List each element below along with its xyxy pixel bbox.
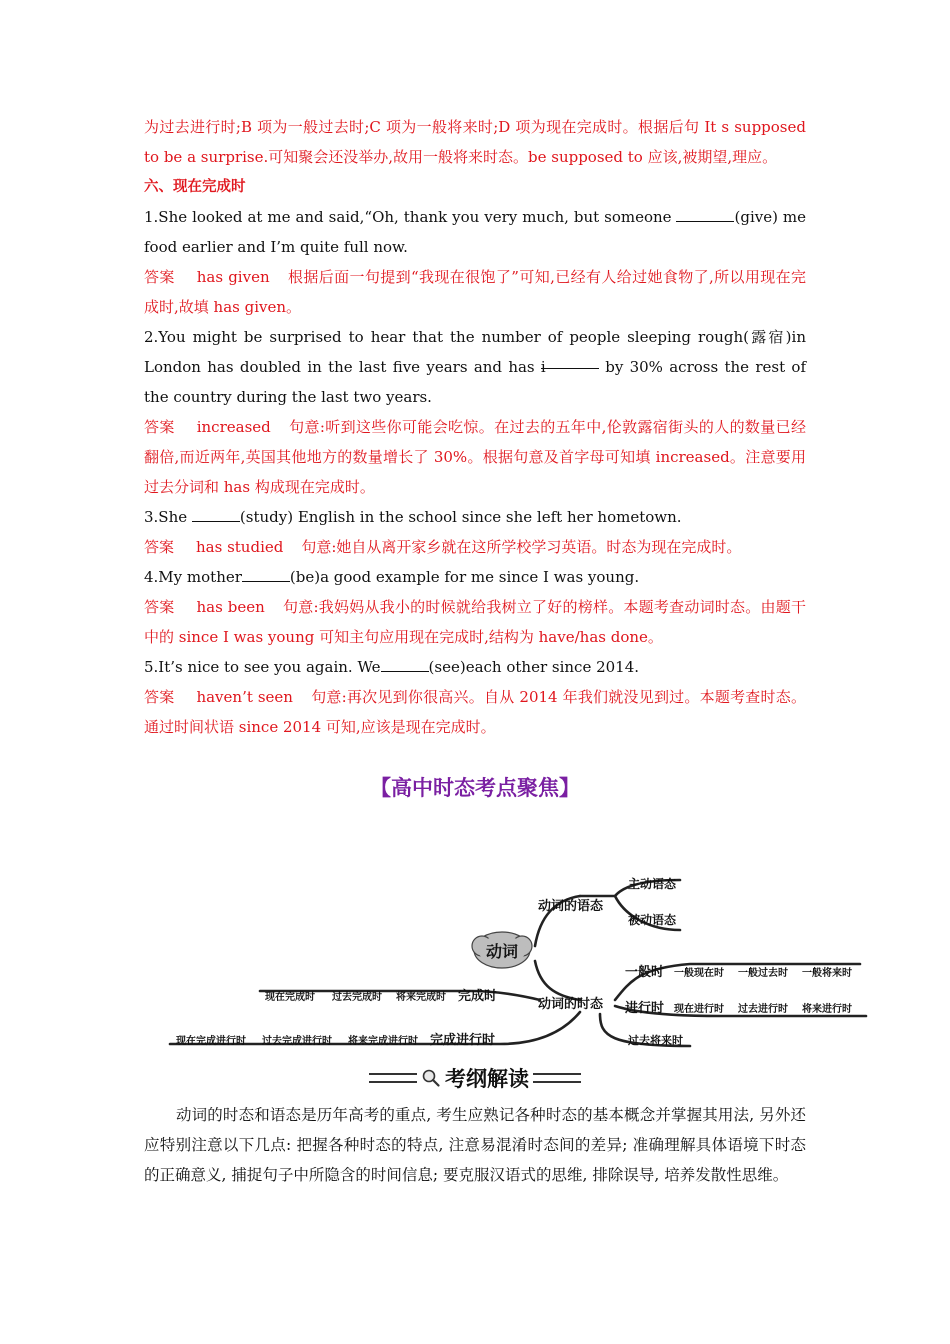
simple-present: 一般现在时 (674, 968, 724, 979)
present-perfect: 现在完成时 (265, 992, 315, 1003)
future-perfect-progressive: 将来完成进行时 (348, 1036, 418, 1047)
outline-title-bar (0, 1063, 950, 1093)
answer-3 (144, 532, 806, 562)
answer-value: haven’t seen (196, 688, 293, 706)
question-4: 4.My mother (be)a good example for me since I was young. (144, 562, 806, 592)
answer-explanation: 句意:再次见到你很高兴。自从 2014 年我们就没见到过。本题考查时态。通过时间状语 since 2014 可知,应该是现在完成时。 (144, 688, 806, 736)
answer-explanation: 句意:我妈妈从我小的时候就给我树立了好的榜样。本题考查动词时态。由题干中的 since I was young 可知主句应用现在完成时,结构为 have/has done。 (144, 598, 806, 646)
simple-future: 一般将来时 (802, 968, 852, 979)
answer-5 (144, 682, 806, 742)
answer-explanation: 句意:她自从离开家乡就在这所学校学习英语。时态为现在完成时。 (301, 538, 742, 556)
tense-mindmap (160, 866, 880, 1066)
question-3: 3.She (study) English in the school since she left her hometown. (144, 502, 806, 532)
voice-label: 动词的语态 (538, 899, 604, 914)
answer-blank (242, 565, 290, 582)
answer-tag: 答案 (144, 538, 175, 556)
intro-paragraph: 为过去进行时;B 项为一般过去时;C 项为一般将来时;D 项为现在完成时。根据后句 It s supposed to be a surprise.可知聚会还没举办,故用一般将来时态。be supposed to 应该,被期望,理应。 (144, 118, 806, 166)
past-perfect: 过去完成时 (332, 992, 382, 1003)
answer-blank (381, 655, 429, 672)
magnifier-icon (421, 1068, 441, 1088)
title-rule-left (369, 1073, 417, 1083)
branch-tense (535, 961, 580, 1000)
document-body (144, 112, 806, 742)
answer-blank: i (541, 352, 599, 369)
mindmap-center-label: 动词 (485, 942, 519, 961)
past-perfect-progressive: 过去完成进行时 (262, 1036, 332, 1047)
title-rule-right (533, 1073, 581, 1083)
question-1: 1.She looked at me and said,“Oh, thank you very much, but someone (give) me food earlier and I’m quite full now. (144, 202, 806, 262)
answer-value: increased (196, 418, 271, 436)
answer-explanation: 根据后面一句提到“我现在很饱了”可知,已经有人给过她食物了,所以用现在完成时,故填 has given。 (144, 268, 806, 316)
past-progressive: 过去进行时 (738, 1004, 788, 1015)
answer-tag: 答案 (144, 598, 175, 616)
active-voice-label: 主动语态 (628, 877, 677, 891)
answer-blank (192, 505, 240, 522)
answer-tag: 答案 (144, 688, 175, 706)
answer-value: has been (196, 598, 265, 616)
future-in-past-label: 过去将来时 (628, 1034, 683, 1047)
answer-4 (144, 592, 806, 652)
present-progressive: 现在进行时 (674, 1004, 724, 1015)
perfect-progressive-label: 完成进行时 (430, 1033, 496, 1048)
answer-2 (144, 412, 806, 502)
answer-explanation: 句意:听到这些你可能会吃惊。在过去的五年中,伦敦露宿街头的人的数量已经翻倍,而近两年,英国其他地方的数量增长了 30%。根据句意及首字母可知填 increased。注意要用过去分词和 has 构成现在完成时。 (144, 418, 806, 496)
progressive-label: 进行时 (625, 1001, 665, 1016)
section-heading: 六、现在完成时 (144, 179, 246, 195)
simple-label: 一般时 (625, 965, 665, 980)
present-perfect-progressive: 现在完成进行时 (176, 1036, 246, 1047)
future-progressive: 将来进行时 (802, 1004, 852, 1015)
outline-body: 动词的时态和语态是历年高考的重点, 考生应熟记各种时态的基本概念并掌握其用法, 另外还应特别注意以下几点: 把握各种时态的特点, 注意易混淆时态间的差异; 准确理解具体语境下时态的正确意义, 捕捉句子中所隐含的时间信息; 要克服汉语式的思维, 排除误导, 培养发散性思维。 (144, 1106, 806, 1184)
perfect-label: 完成时 (458, 989, 498, 1004)
question-5: 5.It’s nice to see you again. We (see)each other since 2014. (144, 652, 806, 682)
future-perfect: 将来完成时 (396, 992, 446, 1003)
outline-title: 考纲解读 (445, 1067, 529, 1091)
answer-blank (676, 205, 734, 222)
answer-value: has studied (196, 538, 284, 556)
simple-past: 一般过去时 (738, 968, 788, 979)
question-2: 2.You might be surprised to hear that the number of people sleeping rough(露宿)in London has doubled in the last five years and has i by 30% across the rest of the country during the last two years. (144, 328, 806, 406)
answer-1 (144, 262, 806, 322)
answer-tag: 答案 (144, 418, 175, 436)
tense-label: 动词的时态 (538, 997, 604, 1012)
focus-title: 【高中时态考点聚焦】 (370, 776, 580, 800)
passive-voice-label: 被动语态 (628, 913, 677, 927)
answer-value: has given (196, 268, 270, 286)
answer-tag: 答案 (144, 268, 175, 286)
